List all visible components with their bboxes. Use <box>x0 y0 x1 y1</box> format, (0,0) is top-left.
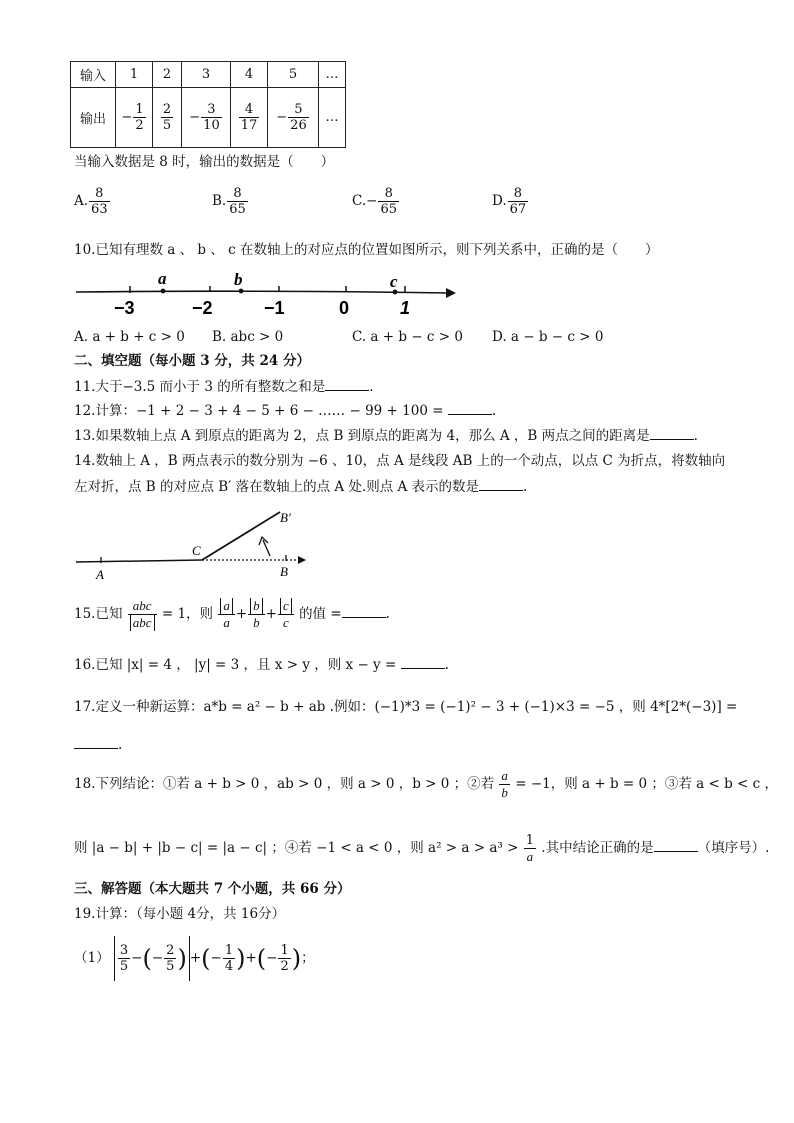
row-label-output: 输出 <box>71 88 116 148</box>
input-cell: 4 <box>231 62 268 88</box>
input-cell: 1 <box>116 62 153 88</box>
q10-option-b: B. abc > 0 <box>212 329 284 345</box>
section-3-title: 三、解答题（本大题共 7 个小题，共 66 分） <box>74 881 351 897</box>
output-cell: − $\frac{5}{26}$ <box>268 88 319 148</box>
point-a-label: a <box>158 269 167 288</box>
tick-label: −2 <box>192 298 213 318</box>
q12: 12.计算：−1 + 2 − 3 + 4 − 5 + 6 − …… − 99 + 100 = . <box>74 403 497 419</box>
q9-option-a: A. $\frac{8}{63}$ <box>74 186 108 217</box>
input-output-table <box>70 61 346 148</box>
q14-line2: 左对折，点 B 的对应点 B′ 落在数轴上的点 A 处.则点 A 表示的数是 . <box>74 479 528 495</box>
point-b-label: b <box>234 270 243 289</box>
input-cell: 3 <box>182 62 231 88</box>
q13: 13.如果数轴上点 A 到原点的距离为 2，点 B 到原点的距离为 4，那么 A ，B 两点之间的距离是 . <box>74 428 698 444</box>
q16: 16.已知 |x| = 4 ， |y| = 3 ，且 x > y ，则 x − y = . <box>74 657 449 673</box>
section-2-title: 二、填空题（每小题 3 分，共 24 分） <box>74 353 310 369</box>
q10-option-d: D. a − b − c > 0 <box>492 329 604 345</box>
q15: 15.已知 $\frac{\text{abc}}{\text{abc}}$ = 1，则 $\frac{a}{a}$ + $\frac{b}{b}$ + $\frac{c}{c}$ 的值 = . <box>74 598 390 630</box>
tick-label: 0 <box>339 298 350 318</box>
output-cell: − $\frac{1}{2}$ <box>116 88 153 148</box>
q19-stem: 19.计算：（每小题 4分，共 16分） <box>74 906 286 922</box>
figure-label-a: A <box>96 567 104 582</box>
q11: 11.大于−3.5 而小于 3 的所有整数之和是 . <box>74 379 374 395</box>
q10-stem: 10.已知有理数 a 、 b 、 c 在数轴上的对应点的位置如图所示，则下列关系中，正确的是（ ） <box>74 242 659 258</box>
output-cell: $\frac{4}{17}$ <box>231 88 268 148</box>
point-c-label: c <box>390 272 398 291</box>
q19-part1: （1） $\frac{3}{5}$ −(− $\frac{2}{5}$ ) +(− $\frac{1}{4}$ )+(− $\frac{1}{2}$ )； <box>74 936 315 981</box>
q17-blank: . <box>74 736 122 754</box>
q10-option-a: A. a + b + c > 0 <box>74 329 185 345</box>
q14-line1: 14.数轴上 A ，B 两点表示的数分别为 −6 、10，点 A 是线段 AB 上的一个动点，以点 C 为折点，将数轴向 <box>74 453 726 469</box>
input-cell: 2 <box>153 62 182 88</box>
figure-label-b: B <box>280 564 288 579</box>
q9-stem: 当输入数据是 8 时，输出的数据是（ ） <box>74 154 335 170</box>
q14-fold-figure <box>72 504 312 584</box>
figure-label-c: C <box>192 543 201 558</box>
q10-option-c: C. a + b − c > 0 <box>352 329 463 345</box>
q9-option-d: D. $\frac{8}{67}$ <box>492 186 527 217</box>
output-cell: … <box>319 88 346 148</box>
q18-line1: 18.下列结论：①若 a + b > 0 ，ab > 0 ，则 a > 0 ，b > 0 ；②若 $\frac{a}{b}$ = −1，则 a + b = 0 ；③若 a < b < c ， <box>74 768 778 800</box>
figure-label-bprime: B′ <box>280 510 291 525</box>
tick-label: −3 <box>114 298 135 318</box>
row-label-input: 输入 <box>71 62 116 88</box>
input-cell: … <box>319 62 346 88</box>
tick-label: −1 <box>264 298 285 318</box>
q9-option-b: B. $\frac{8}{65}$ <box>212 186 246 217</box>
q17-line1: 17.定义一种新运算：a*b = a² − b + ab .例如：(−1)*3 = (−1)² − 3 + (−1)×3 = −5 ，则 4*[2*(−3)] = <box>74 699 738 715</box>
output-cell: − $\frac{3}{10}$ <box>182 88 231 148</box>
q18-line2: 则 |a − b| + |b − c| = |a − c| ；④若 −1 < a < 0 ，则 a² > a > a³ > $\frac{1}{a}$ .其中结论正确的是 （填序号）. <box>74 832 770 864</box>
q9-option-c: C.− $\frac{8}{65}$ <box>352 186 397 217</box>
input-cell: 5 <box>268 62 319 88</box>
q10-number-line <box>72 266 462 322</box>
tick-label: 1 <box>400 298 411 318</box>
output-cell: $\frac{2}{5}$ <box>153 88 182 148</box>
